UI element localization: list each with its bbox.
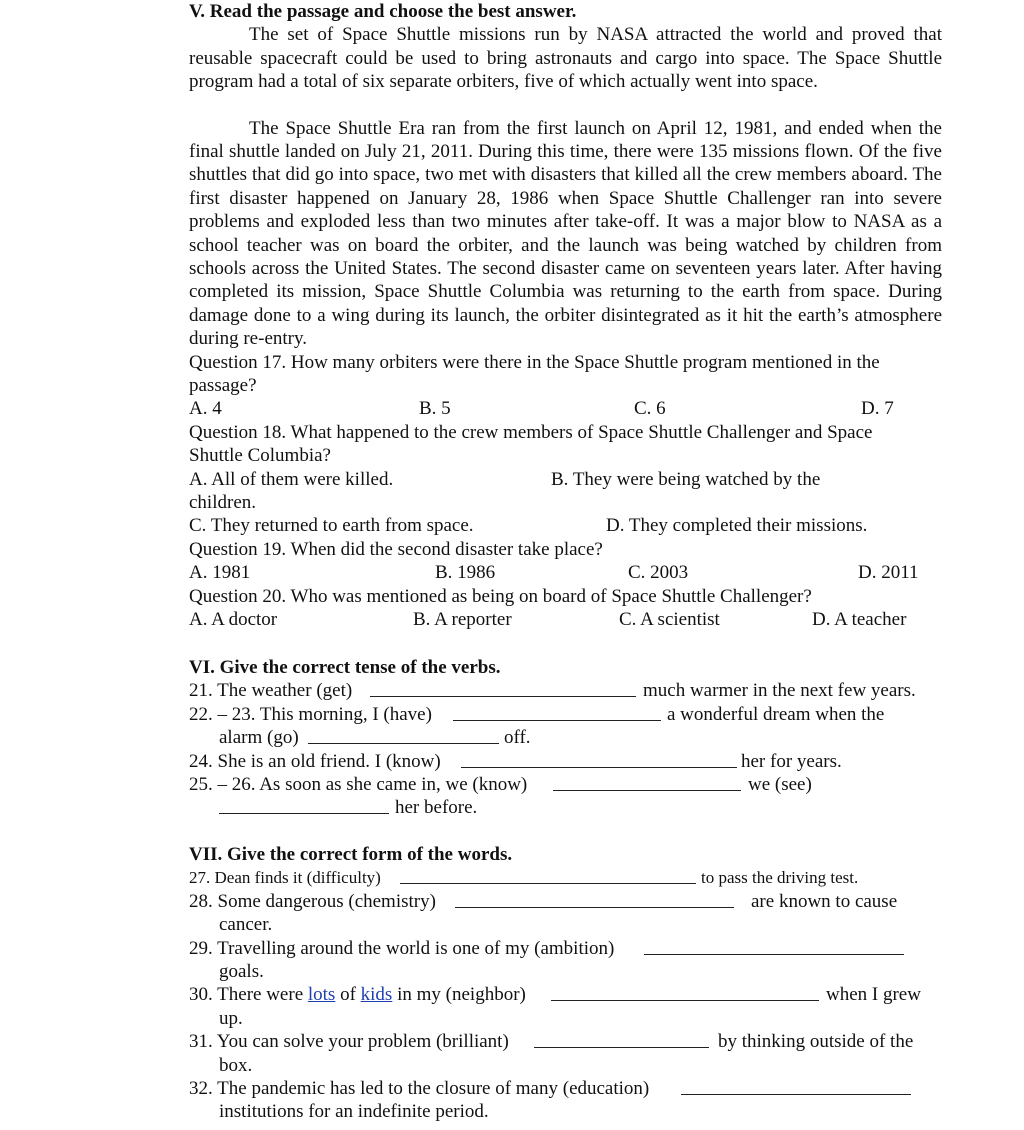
item-22-text-end: a wonderful dream when the	[667, 703, 885, 725]
options-row	[189, 397, 942, 420]
option-c[interactable]: C. 2003	[628, 562, 689, 584]
link-kids[interactable]: kids	[360, 984, 393, 1006]
answer-blank-24[interactable]	[461, 750, 737, 768]
item-30-text-mid: in my (neighbor)	[397, 984, 526, 1006]
passage-paragraph-1: The set of Space Shuttle missions run by NASA attracted the world and proved that reusable spacecraft could be used to bring astronauts and cargo into space. The Space Shuttle program had a total of six separate orbiters, five of which actually went into space.	[189, 24, 942, 93]
item-30-text	[189, 983, 526, 1006]
item-21-text-end: much warmer in the next few years.	[643, 680, 916, 702]
item-23-text: alarm (go)	[219, 727, 299, 749]
option-b[interactable]: B. 1986	[435, 562, 496, 584]
item-28	[189, 890, 942, 913]
option-a[interactable]: A. A doctor	[189, 608, 278, 630]
option-c[interactable]: C. 6	[634, 398, 666, 420]
item-28-text: 28. Some dangerous (chemistry)	[189, 890, 436, 912]
passage-paragraph-2: The Space Shuttle Era ran from the first launch on April 12, 1981, and ended when the final shuttle landed on July 21, 2011. During this time, there were 135 missions flown. Of the five shuttles that did go into space, two met with disasters that killed all the crew members aboard. The first disaster happened on January 28, 1986 when Space Shuttle Challenger ran into severe problems and exploded less than two minutes after take-off. It was a major blow to NASA as a school teacher was on board the orbiter, and the launch was being watched by children from schools across the United States. The second disaster came on seventeen years later. After having completed its mission, Space Shuttle Columbia was returning to the earth from space. During damage done to a wing during its launch, the orbiter disintegrated as it hit the earth’s atmosphere during re-entry.	[189, 117, 942, 350]
answer-blank-31[interactable]	[534, 1030, 709, 1048]
option-a[interactable]: A. 1981	[189, 562, 251, 584]
item-30-text-start: 30. There were	[189, 984, 304, 1006]
item-22	[189, 703, 942, 726]
item-30-word-of: of	[340, 984, 356, 1006]
question-17	[189, 351, 942, 421]
item-27-text: 27. Dean finds it (difficulty)	[189, 868, 381, 888]
item-30-continued: up.	[219, 1007, 243, 1029]
item-31-text-end: by thinking outside of the	[718, 1031, 914, 1053]
item-30	[189, 983, 942, 1006]
item-26-text-end: her before.	[395, 797, 478, 819]
item-28-continued: cancer.	[219, 914, 273, 936]
answer-blank-21[interactable]	[370, 679, 636, 697]
item-24-text: 24. She is an old friend. I (know)	[189, 750, 441, 772]
section-5-heading: V. Read the passage and choose the best answer.	[189, 1, 577, 22]
option-c[interactable]: C. A scientist	[619, 608, 720, 630]
item-28-text-end: are known to cause	[751, 890, 898, 912]
option-b-continued: children.	[189, 492, 257, 514]
question-text: passage?	[189, 375, 257, 397]
item-32	[189, 1077, 942, 1100]
item-31-continued: box.	[219, 1054, 253, 1076]
item-25-text-end: we (see)	[748, 773, 812, 795]
option-d[interactable]: D. They completed their missions.	[606, 515, 868, 537]
option-b[interactable]: B. They were being watched by the	[551, 468, 821, 490]
option-b[interactable]: B. 5	[419, 398, 451, 420]
section-6-heading: VI. Give the correct tense of the verbs.	[189, 657, 501, 678]
question-text: Shuttle Columbia?	[189, 445, 331, 467]
question-text: Question 17. How many orbiters were there in the Space Shuttle program mentioned in the	[189, 351, 880, 373]
answer-blank-23[interactable]	[308, 726, 499, 744]
section-reading	[189, 0, 942, 631]
question-20	[189, 585, 942, 632]
options-row	[189, 561, 942, 584]
option-b[interactable]: B. A reporter	[413, 608, 512, 630]
question-text: Question 18. What happened to the crew members of Space Shuttle Challenger and Space	[189, 421, 873, 443]
option-d[interactable]: D. A teacher	[812, 608, 907, 630]
option-d[interactable]: D. 7	[861, 398, 894, 420]
link-lots[interactable]: lots	[307, 984, 336, 1006]
answer-blank-27[interactable]	[400, 866, 696, 884]
option-a[interactable]: A. 4	[189, 398, 222, 420]
item-24	[189, 750, 942, 773]
section-word-forms	[189, 843, 942, 1124]
options-row	[189, 514, 942, 537]
question-text: Question 19. When did the second disaster take place?	[189, 538, 603, 560]
item-29-continued: goals.	[219, 960, 264, 982]
section-verb-tenses	[189, 656, 942, 820]
item-22-text: 22. – 23. This morning, I (have)	[189, 703, 432, 725]
answer-blank-22[interactable]	[453, 703, 661, 721]
item-21-text: 21. The weather (get)	[189, 680, 353, 702]
question-19	[189, 538, 942, 585]
item-26	[189, 796, 942, 819]
item-25-text: 25. – 26. As soon as she came in, we (know)	[189, 773, 528, 795]
answer-blank-26[interactable]	[219, 796, 389, 814]
answer-blank-30[interactable]	[551, 983, 819, 1001]
item-23-text-end: off.	[504, 727, 531, 749]
answer-blank-25[interactable]	[553, 773, 741, 791]
answer-blank-32[interactable]	[681, 1077, 911, 1095]
section-7-heading: VII. Give the correct form of the words.	[189, 844, 513, 865]
answer-blank-28[interactable]	[455, 890, 734, 908]
item-32-text: 32. The pandemic has led to the closure of many (education)	[189, 1077, 650, 1099]
question-text: Question 20. Who was mentioned as being on board of Space Shuttle Challenger?	[189, 585, 812, 607]
option-c[interactable]: C. They returned to earth from space.	[189, 515, 474, 537]
options-row	[189, 468, 942, 491]
answer-blank-29[interactable]	[644, 937, 904, 955]
item-25	[189, 773, 942, 796]
question-18	[189, 421, 942, 538]
item-21	[189, 679, 942, 702]
item-24-text-end: her for years.	[741, 750, 842, 772]
options-row	[189, 608, 942, 631]
item-29-text: 29. Travelling around the world is one of my (ambition)	[189, 937, 615, 959]
option-a[interactable]: A. All of them were killed.	[189, 468, 394, 490]
item-29	[189, 937, 942, 960]
item-27-text-end: to pass the driving test.	[701, 868, 859, 888]
option-d[interactable]: D. 2011	[858, 562, 919, 584]
item-31	[189, 1030, 942, 1053]
item-32-continued: institutions for an indefinite period.	[219, 1101, 489, 1123]
item-30-text-end: when I grew	[826, 984, 921, 1006]
item-27	[189, 866, 942, 889]
item-31-text: 31. You can solve your problem (brilliant)	[189, 1031, 509, 1053]
item-23	[189, 726, 942, 749]
